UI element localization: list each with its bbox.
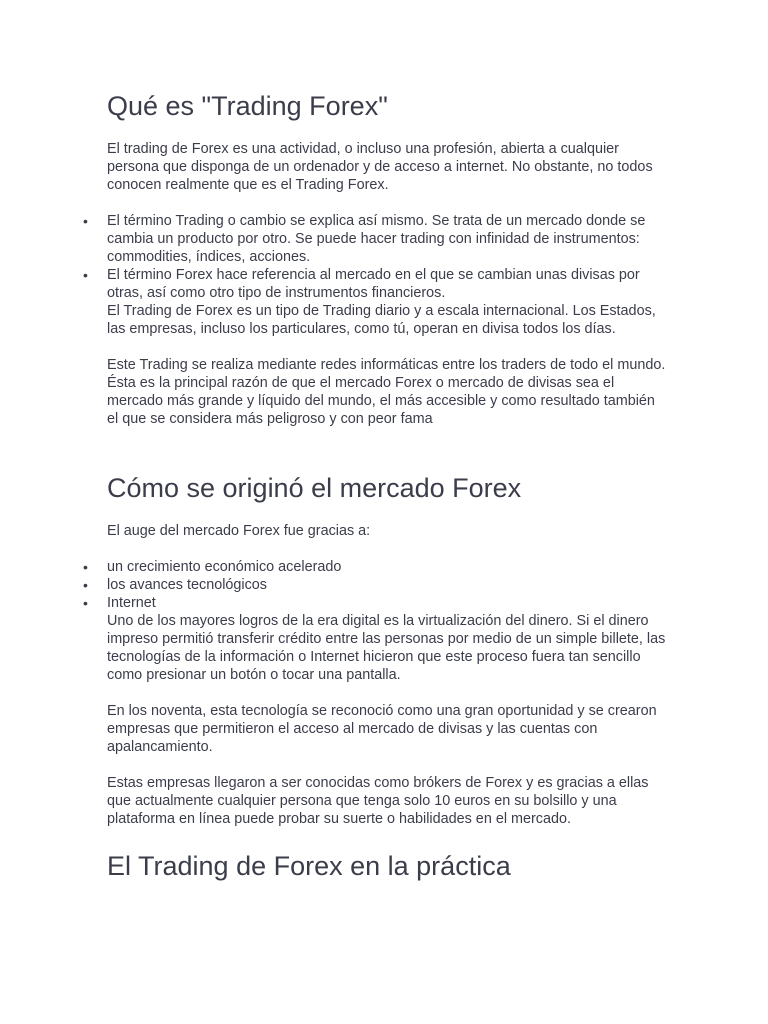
bullet-list-trading-terms: [107, 212, 667, 302]
section-title-origen-forex: Cómo se originó el mercado Forex: [107, 473, 522, 503]
paragraph-redes-informaticas: Este Trading se realiza mediante redes informáticas entre los traders de todo el mundo. Ésta es la principal razón de que el mercado Forex o mercado de divisas sea el mercado más grande y líquido del mundo, el más accesible y como resultado también el que se considera más peligroso y con peor fama: [107, 357, 666, 427]
paragraph-intro-trading-forex: El trading de Forex es una actividad, o incluso una profesión, abierta a cualquier persona que disponga de un ordenador y de acceso a internet. No obstante, no todos conocen realmente que es el Trading Forex.: [107, 141, 653, 193]
section-title-trading-practica: El Trading de Forex en la práctica: [107, 851, 511, 881]
document-content: [107, 88, 667, 884]
paragraph-trading-diario: El Trading de Forex es un tipo de Trading diario y a escala internacional. Los Estados, las empresas, incluso los particulares, como tú, operan en divisa todos los días.: [107, 303, 656, 337]
paragraph-brokers-forex: Estas empresas llegaron a ser conocidas como brókers de Forex y es gracias a ellas que actualmente cualquier persona que tenga solo 10 euros en su bolsillo y una plataforma en línea puede probar su suerte o habilidades en el mercado.: [107, 775, 649, 827]
list-item: • Internet: [107, 594, 667, 612]
section-title-que-es-trading-forex: Qué es "Trading Forex": [107, 91, 388, 121]
list-item: • los avances tecnológicos: [107, 576, 667, 594]
list-item: • El término Trading o cambio se explica así mismo. Se trata de un mercado donde se cambia un producto por otro. Se puede hacer trading con infinidad de instrumentos: commodities, índices, acciones.: [107, 212, 667, 266]
paragraph-virtualizacion-dinero: Uno de los mayores logros de la era digital es la virtualización del dinero. Si el dinero impreso permitió transferir crédito entre las personas por medio de un simple billete, las tecnologías de la información o Internet hicieron que este proceso fuera tan sencillo como presionar un botón o tocar una pantalla.: [107, 613, 666, 683]
paragraph-auge-forex: El auge del mercado Forex fue gracias a:: [107, 523, 371, 539]
bullet-list-auge-causes: [107, 558, 667, 612]
list-item: • un crecimiento económico acelerado: [107, 558, 667, 576]
paragraph-noventa: En los noventa, esta tecnología se reconoció como una gran oportunidad y se crearon empresas que permitieron el acceso al mercado de divisas y las cuentas con apalancamiento.: [107, 703, 657, 755]
list-item: • El término Forex hace referencia al mercado en el que se cambian unas divisas por otras, así como otro tipo de instrumentos financieros.: [107, 266, 667, 302]
